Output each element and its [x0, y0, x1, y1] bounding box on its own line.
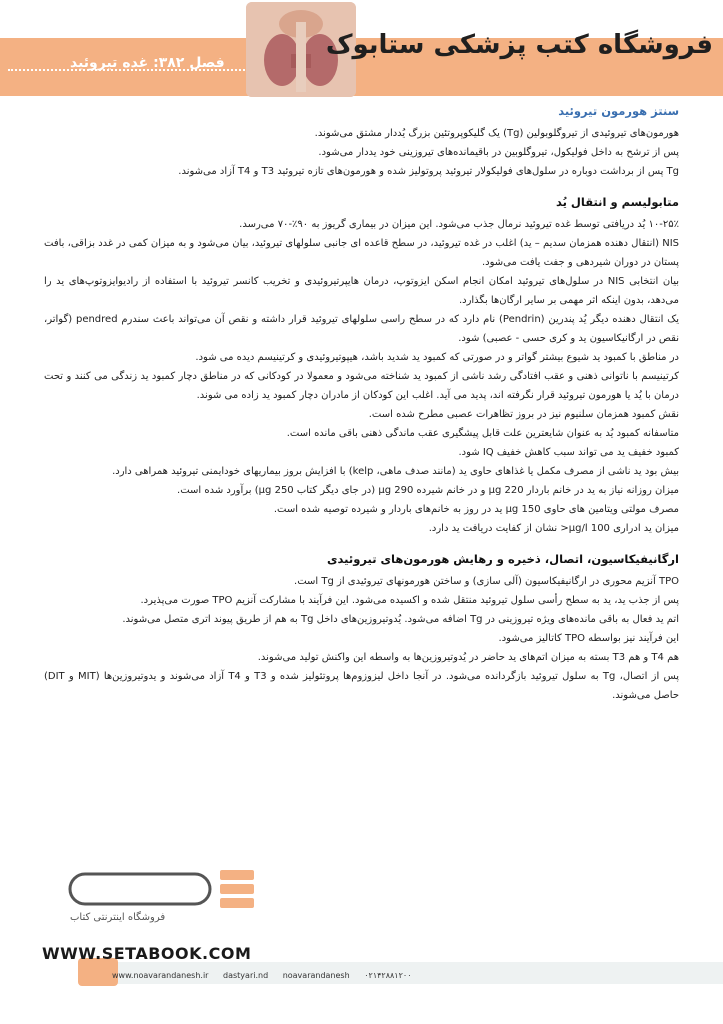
paragraph: نقش کمبود همزمان سلنیوم نیز در بروز تظاهرات عصبی مطرح شده است.	[368, 409, 679, 420]
paragraph: هم T4 و هم T3 بسته به میزان اتم‌های ید حاضر در یُدوتیروزین‌ها به واسطه این واکنش تولید می‌شوند.	[257, 652, 679, 663]
paragraph: بیش بود ید ناشی از مصرف مکمل یا غذاهای حاوی ید (مانند صدف ماهی، kelp) با افزایش بروز بیماریهای خودایمنی تیروئید همراهی دارد.	[112, 466, 679, 477]
section-title: ارگانیفیکاسیون، اتصال، ذخیره و رهایش هورمون‌های تیروئیدی	[327, 552, 679, 566]
paragraph: ۲۵٪-۱۰ یُد دریافتی توسط غده تیروئید نرمال جذب می‌شود. این میزان در بیماری گریوز به ۹۰٪-۷۰ می‌رسد.	[239, 219, 679, 230]
contact-instagram[interactable]: noavarandanesh	[282, 971, 350, 980]
paragraph: TPO آنزیم محوری در ارگانیفیکاسیون (آلی سازی) و ساختن هورمونهای تیروئیدی از Tg است.	[294, 576, 679, 587]
paragraph: میزان ید ادراری 100 µg/l< نشان از کفایت دریافت ید دارد.	[428, 523, 679, 534]
paragraph: کرتینیسم با ناتوانی ذهنی و عقب افتادگی رشد ناشی از کمبود ید شناخته می‌شود و معمولا در کودکانی که در مناطق دچار کمبود ید زندگی می کنند و تحت درمان با یُد یا هورمون تیروئید قرار نگرفته اند، پدید می آید. اغلب این کودکان از مادران دچار کمبود ید زاده می شوند.	[44, 371, 679, 401]
contact-phone[interactable]: ۰۲۱۴۲۸۸۱۲۰۰	[364, 971, 412, 980]
chapter-title: فصل ۳۸۲: غده تیروئید	[70, 55, 225, 71]
store-title: فروشگاه کتب پزشکی ستابوک	[325, 30, 713, 60]
document-body	[44, 104, 679, 705]
section-iodine-metabolism	[44, 195, 679, 538]
contact-handle[interactable]: dastyari.nd	[223, 971, 269, 980]
section-title: سنتز هورمون تیروئید	[558, 104, 679, 118]
paragraph: اتم ید فعال به باقی مانده‌های ویژه تیروزینی در Tg اضافه می‌شود. یُدوتیروزین‌های داخل Tg به هم از طریق پیوند اتری متصل می‌شوند.	[122, 614, 679, 625]
paragraph: این فرآیند نیز بواسطه TPO کاتالیز می‌شود.	[498, 633, 679, 644]
paragraph: بیان انتخابی NIS در سلول‌های تیروئید امکان انجام اسکن ایزوتوپ، درمان هایپرتیروئیدی و تخریب کانسر تیروئید با استفاده از رادیوایزوتوپ‌های ید را می‌دهد، بدون اینکه اثر مهمی بر سایر ارگان‌ها بگذارد.	[44, 276, 680, 306]
section-synthesis	[44, 104, 679, 181]
paragraph: یک انتقال دهنده دیگر یُد پندرین (Pendrin) نام دارد که در سطح راسی سلولهای تیروئید قرار داشته و نقص آن می‌تواند باعث سندرم pendred (گواتر، نقص در ارگانیکاسیون ید و کری حسی - عصبی) شود.	[44, 314, 679, 344]
paragraph: پس از ترشح به داخل فولیکول، تیروگلوبین در باقیمانده‌های تیروزینی خود یددار می‌شود.	[318, 147, 679, 158]
paragraph: کمبود خفیف ید می تواند سبب کاهش خفیف IQ شود.	[458, 447, 679, 458]
paragraph: پس از جذب ید، ید به سطح رأسی سلول تیروئید منتقل شده و اکسیده می‌شود. این فرآیند با مشارکت آنزیم TPO صورت می‌پذیرد.	[140, 595, 679, 606]
paragraph: مصرف مولتی ویتامین های حاوی 150 µg ید در روز به خانم‌های باردار و شیرده توصیه شده است.	[273, 504, 679, 515]
contact-website[interactable]: www.noavarandanesh.ir	[112, 971, 209, 980]
footer-contacts	[100, 971, 411, 980]
paragraph: هورمون‌های تیروئیدی از تیروگلوبولین (Tg) یک گلیکوپروتئین بزرگ یُددار مشتق می‌شوند.	[314, 128, 679, 139]
section-organification	[44, 552, 679, 705]
footer-url[interactable]: WWW.SETABOOK.COM	[42, 944, 252, 963]
logo-tagline: فروشگاه اینترنتی کتاب	[70, 912, 166, 923]
paragraph: NIS (انتقال دهنده همزمان سدیم – ید) اغلب در غده تیروئید، در سطح قاعده ای جانبی سلولهای تیروئید، بیان می‌شود و به میزان کمی در غدد بزاقی، بافت پستان در دوران شیردهی و جفت یافت می‌شود.	[44, 238, 679, 268]
paragraph: میزان روزانه نیاز به ید در خانم باردار 220 µg و در خانم شیرده 290 µg (در جای دیگر کتاب 250 µg) برآورد شده است.	[177, 485, 679, 496]
page-header	[0, 0, 723, 100]
section-title: متابولیسم و انتقال یُد	[555, 195, 679, 209]
paragraph: پس از اتصال، Tg به سلول تیروئید بازگردانده می‌شود. در آنجا داخل لیزوزوم‌ها پروتئولیز شده و T3 و T4 آزاد می‌شوند و یدوتیروزین‌ها (MIT و DIT) حاصل می‌شوند.	[44, 671, 679, 701]
paragraph: Tg پس از برداشت دوباره در سلول‌های فولیکولار تیروئید پروتولیز شده و هورمون‌های تازه تیروئید T3 و T4 آزاد می‌شوند.	[178, 166, 679, 177]
paragraph: متاسفانه کمبود یُد به عنوان شایعترین علت قابل پیشگیری عقب ماندگی ذهنی باقی مانده است.	[286, 428, 679, 439]
setabook-logo	[60, 862, 260, 942]
paragraph: در مناطق با کمبود ید شیوع بیشتر گواتر و در صورتی که کمبود ید شدید باشد، هیپوتیروئیدی و کرتینیسم دیده می شود.	[195, 352, 679, 363]
